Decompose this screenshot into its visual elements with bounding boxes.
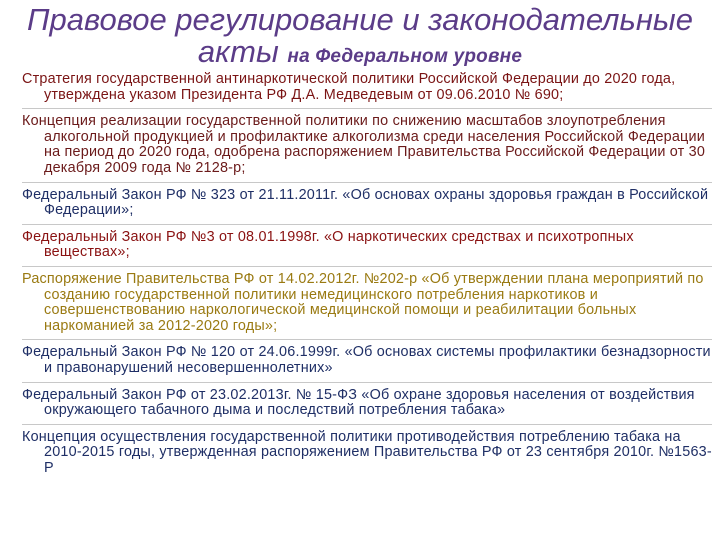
title-line-1: Правовое регулирование и законодательные: [27, 2, 693, 37]
law-item-strategy-2020: Стратегия государственной антинаркотической политики Российской Федерации до 2020 года, утверждена указом Президента РФ Д.А. Медведевым от 09.06.2010 № 690;: [22, 71, 676, 103]
title-subtitle: на Федеральном уровне: [287, 46, 523, 67]
law-item-order-202r: Распоряжение Правительства РФ от 14.02.2012г. №202-р «Об утверждении плана мероприятий по созданию государственной политики немедицинского потребления наркотиков и совершенствованию наркологической медицинской помощи и реабилитации больных наркоманией за 2012-2020 годы»;: [22, 270, 704, 334]
title-word: акты: [197, 34, 279, 69]
law-item-tobacco-concept: Концепция осуществления государственной политики противодействия потреблению табака на 2010-2015 годы, утвержденная распоряжением Правительства РФ от 23 сентября 2010г. №1563-Р: [22, 428, 712, 476]
separator: [22, 424, 712, 425]
law-list: [22, 72, 712, 476]
separator: [22, 108, 712, 109]
separator: [22, 382, 712, 383]
separator: [22, 266, 712, 267]
law-item-alcohol-concept: Концепция реализации государственной политики по снижению масштабов злоупотребления алкогольной продукцией и профилактике алкоголизма среди населения Российской Федерации на период до 2020 года, одобрена распоряжением Правительства Российской Федерации от 30 декабря 2009 года № 2128-р;: [22, 113, 706, 176]
separator: [22, 339, 712, 340]
separator: [22, 182, 712, 183]
law-item-fz-323: Федеральный Закон РФ № 323 от 21.11.2011г. «Об основах охраны здоровья граждан в Российской Федерации»;: [22, 186, 709, 219]
separator: [22, 224, 712, 225]
slide-title: [0, 4, 720, 73]
law-item-fz-3: Федеральный Закон РФ №3 от 08.01.1998г. «О наркотических средствах и психотропных веществах»;: [22, 228, 634, 261]
title-line-2: [0, 36, 720, 73]
law-item-fz-15: Федеральный Закон РФ от 23.02.2013г. № 15-ФЗ «Об охране здоровья населения от воздействия окружающего табачного дыма и последствий потребления табака»: [22, 386, 695, 419]
law-item-fz-120: Федеральный Закон РФ № 120 от 24.06.1999г. «Об основах системы профилактики безнадзорности и правонарушений несовершеннолетних»: [22, 344, 711, 376]
